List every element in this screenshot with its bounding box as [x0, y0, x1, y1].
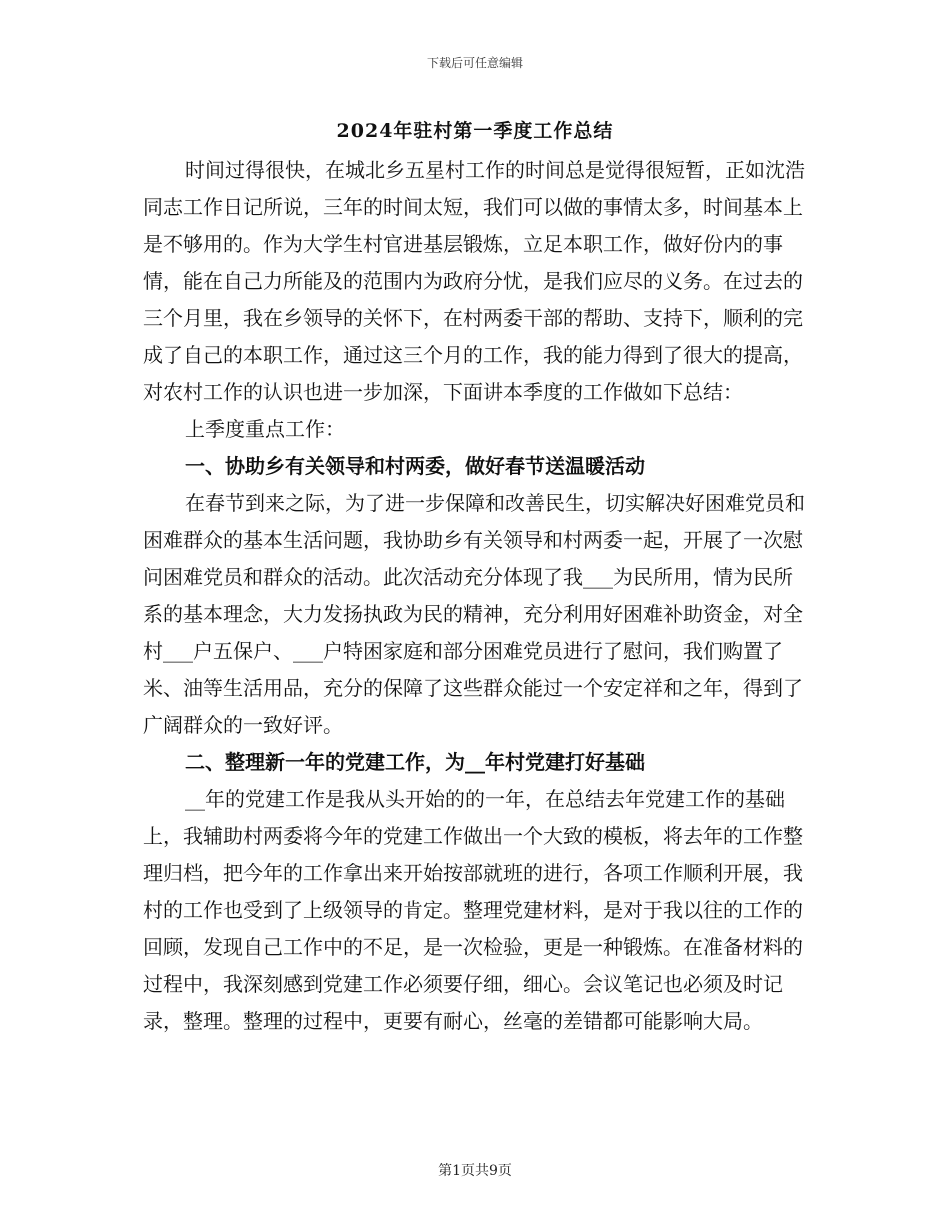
section-1-paragraph: 在春节到来之际，为了进一步保障和改善民生，切实解决好困难党员和困难群众的基本生活问题，我协助乡有关领导和村两委一起，开展了一次慰问困难党员和群众的活动。此次活动充分体现了我___为民所用，情为民所系的基本理念，大力发扬执政为民的精神，充分利用好困难补助资金，对全村___户五保户、___户特困家庭和部分困难党员进行了慰问，我们购置了米、油等生活用品，充分的保障了这些群众能过一个安定祥和之年，得到了广阔群众的一致好评。: [143, 491, 805, 737]
intro-paragraph: 时间过得很快，在城北乡五星村工作的时间总是觉得很短暂，正如沈浩同志工作日记所说，三年的时间太短，我们可以做的事情太多，时间基本上是不够用的。作为大学生村官进基层锻炼，立足本职工作，做好份内的事情，能在自己力所能及的范围内为政府分忧，是我们应尽的义务。在过去的三个月里，我在乡领导的关怀下，在村两委干部的帮助、支持下，顺利的完成了自己的本职工作，通过这三个月的工作，我的能力得到了很大的提高，对农村工作的认识也进一步加深，下面讲本季度的工作做如下总结：: [143, 158, 805, 404]
key-work-label: 上季度重点工作：: [185, 417, 345, 441]
section-heading-2: 二、整理新一年的党建工作，为__年村党建打好基础: [185, 750, 645, 774]
page-header: 下载后可任意编辑: [426, 56, 523, 70]
section-2-paragraph: __年的党建工作是我从头开始的的一年，在总结去年党建工作的基础上，我辅助村两委将今年的党建工作做出一个大致的模板，将去年的工作整理归档，把今年的工作拿出来开始按部就班的进行，各项工作顺利开展，我村的工作也受到了上级领导的肯定。整理党建材料，是对于我以往的工作的回顾，发现自己工作中的不足，是一次检验，更是一种锻炼。在准备材料的过程中，我深刻感到党建工作必须要仔细，细心。会议笔记也必须及时记录，整理。整理的过程中，更要有耐心，丝毫的差错都可能影响大局。: [143, 787, 803, 1033]
page-number: 第1页共9页: [438, 1163, 512, 1179]
section-heading-1: 一、协助乡有关领导和村两委，做好春节送温暖活动: [185, 454, 645, 478]
document-title: 2024年驻村第一季度工作总结: [336, 120, 614, 142]
document-body: [143, 152, 807, 1040]
